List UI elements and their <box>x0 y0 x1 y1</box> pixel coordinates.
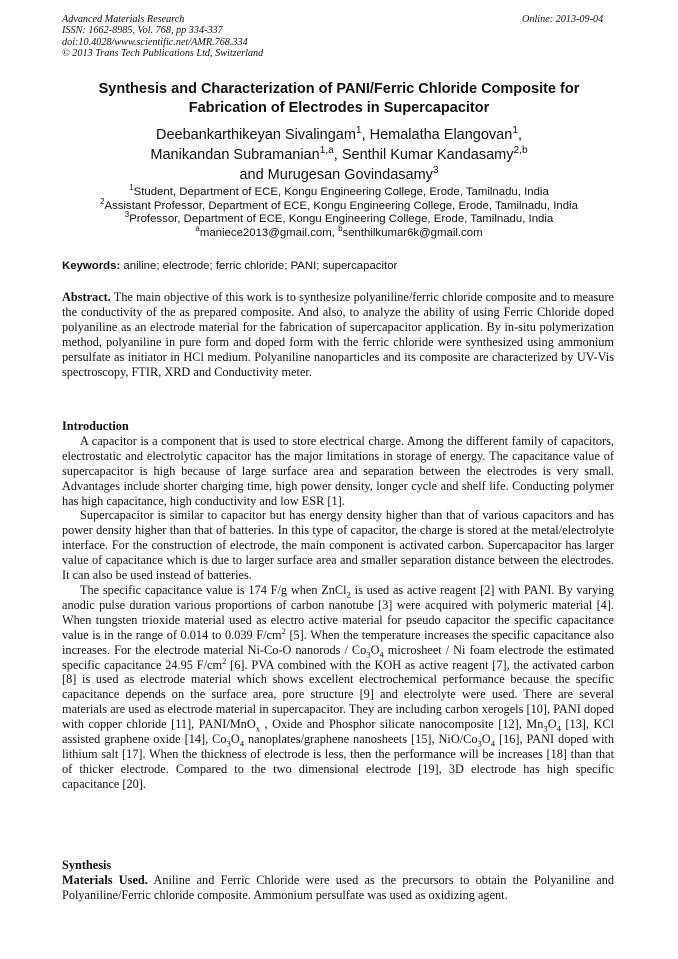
affiliation-1 <box>40 183 638 200</box>
text-run: nanoplates/graphene nanosheets [15], NiO/Co <box>244 732 478 747</box>
author-name: Hemalatha Elangovan <box>369 127 513 143</box>
synthesis-section <box>62 858 614 903</box>
affil-sup: 1 <box>129 183 134 193</box>
affil-sup: 3 <box>124 210 130 220</box>
synthesis-paragraph <box>62 873 614 903</box>
author-sep: , <box>333 147 342 163</box>
author-name: Manikandan Subramanian <box>150 147 320 163</box>
text-run: O <box>547 717 557 732</box>
author-name: Deebankarthikeyan Sivalingam <box>156 127 356 143</box>
intro-paragraph-2: Supercapacitor is similar to capacitor but has energy density higher than that of various capacitors and has power density higher than that of batteries. In this type of capacitor, the charge is stored at the metal/electrolyte interface. For the construction of electrode, the main component is activated carbon. Supercapacitor has larger value of capacitance which is due to larger surface area and smaller separation distance between the electrodes. It can also be used instead of batteries. <box>62 508 614 583</box>
intro-paragraph-3 <box>62 583 614 792</box>
materials-text: Aniline and Ferric Chloride were used as the precursors to obtain the Polyaniline and Polyaniline/Ferric chloride composite. Ammonium persulfate was used as oxidizing agent. <box>62 872 614 902</box>
emails <box>40 223 638 241</box>
author-list <box>40 125 638 185</box>
author-line-3 <box>40 165 638 185</box>
affiliations <box>40 183 638 240</box>
affil-text: Professor, Department of ECE, Kongu Engineering College, Erode, Tamilnadu, India <box>129 213 554 226</box>
materials-label: Materials Used. <box>62 872 148 887</box>
text-run: [5]. When the temperature increases the specific capacitance also increases. For the electrode material Ni-Co-O nanorods / Co <box>62 627 614 657</box>
author-sup: 2,b <box>513 145 528 157</box>
author-name: and Murugesan Govindasamy <box>239 167 433 183</box>
email-sup: b <box>338 223 343 233</box>
subscript: 3 <box>477 738 482 749</box>
text-run: is used as active reagent [2] with PANI. By varying anodic pulse duration various proportions of carbon nanotube [3] were acquired with polymeric material [4]. When tungsten trioxide material used as electro active material for pseudo capacitor the specific capacitance value is in the range of 0.014 to 0.039 F/cm <box>62 582 614 642</box>
affil-text: Assistant Professor, Department of ECE, Kongu Engineering College, Erode, Tamilnadu, India <box>104 199 578 212</box>
superscript: 2 <box>281 625 286 636</box>
author-sep: , <box>361 127 370 143</box>
intro-paragraph-1: A capacitor is a component that is used to store electrical charge. Among the different family of capacitors, electrostatic and electrolytic capacitor has the major limitations in storage of energy. The capacitance value of supercapacitor is high because of large surface area and separation between the electrodes is very small. Advantages include shorter charging time, high power density, longer cycle and shelf life. Conducting polymer has high capacitance, high conductivity and low ESR [1]. <box>62 433 614 508</box>
abstract <box>62 290 614 379</box>
keywords-label: Keywords: <box>62 260 121 272</box>
introduction-heading: Introduction <box>62 419 129 433</box>
journal-name: Advanced Materials Research <box>62 14 185 25</box>
text-run: O <box>481 732 491 747</box>
subscript: 3 <box>226 738 231 749</box>
doi-line: doi:10.4028/www.scientific.net/AMR.768.334 <box>62 36 248 48</box>
abstract-text: The main objective of this work is to synthesize polyaniline/ferric chloride composite and to measure the conductivity of the as prepared composite. And also, to analyze the ability of using Ferric Chloride doped polyaniline as an electrode material for the fabrication of supercapacitor application. By in-situ polymerization method, polyaniline in pure form and doped form with the ferric chloride were synthesized using ammonium persulfate as initiator in HCl medium. Polyaniline nanoparticles and its composite are characterized by UV-Vis spectroscopy, FTIR, XRD and Conductivity meter. <box>62 290 614 379</box>
author-sup: 3 <box>432 165 439 177</box>
author-sep: , <box>517 127 522 143</box>
keywords-text: aniline; electrode; ferric chloride; PANI; supercapacitor <box>120 260 398 272</box>
subscript: 4 <box>239 738 245 749</box>
text-run: microsheet / Ni foam electrode the estimated specific capacitance 24.95 F/cm <box>62 642 614 672</box>
abstract-paragraph <box>62 290 614 379</box>
subscript: 3 <box>543 723 548 734</box>
abstract-label: Abstract. <box>62 290 111 304</box>
author-line-2 <box>40 145 638 165</box>
subscript: x <box>255 723 261 734</box>
email-b: senthilkumar6k@gmail.com <box>342 226 483 239</box>
author-sup: 1 <box>355 125 362 137</box>
author-sup: 1 <box>512 125 518 137</box>
text-run: [6]. PVA combined with the KOH as active reagent [7], the activated carbon [8] is used as electrode material which shows excellent electrochemical performance because the specific capacitance depends on the surface area, pore structure [9] and electrolyte were used. There are several materials are used as electrode material in supercapacitor. They are including carbon xerogels [10], PANI doped with copper chloride [11], PANI/MnO <box>62 657 615 732</box>
issn-line: ISSN: 1662-8985, Vol. 768, pp 334-337 <box>62 25 223 37</box>
text-run: , Oxide and Phosphor silicate nanocomposite [12], Mn <box>260 717 544 732</box>
subscript: 3 <box>366 649 371 660</box>
author-name: Senthil Kumar Kandasamy <box>341 147 514 163</box>
affiliation-2 <box>40 196 638 214</box>
author-sup: 1,a <box>319 145 334 157</box>
title-line-1: Synthesis and Characterization of PANI/Ferric Chloride Composite for <box>98 81 580 97</box>
title-line-2: Fabrication of Electrodes in Supercapacitor <box>188 99 490 116</box>
text-run: O <box>230 732 240 747</box>
text-run: [16], PANI doped with lithium salt [17]. When the thickness of electrode is less, then the performance will be increases [18] than that of thicker electrode. Compared to the two dimensional electrode [19], 3D electrode has high specific capacitance [20]. <box>62 732 614 791</box>
text-run: [13], KCl assisted graphene oxide [14], Co <box>62 717 614 747</box>
subscript: 4 <box>379 649 384 660</box>
email-sup: a <box>195 223 200 233</box>
affil-sup: 2 <box>100 196 105 206</box>
subscript: 2 <box>346 589 351 600</box>
keywords <box>62 259 397 273</box>
affil-text: Student, Department of ECE, Kongu Engineering College, Erode, Tamilnadu, India <box>133 186 549 198</box>
text-run: O <box>370 642 380 657</box>
introduction-section <box>62 419 614 792</box>
subscript: 4 <box>556 723 561 734</box>
text-run: The specific capacitance value is 174 F/g when ZnCl <box>80 582 347 597</box>
online-date: Online: 2013-09-04 <box>522 14 604 25</box>
email-a: maniece2013@gmail.com, <box>199 226 339 239</box>
paper-title <box>40 80 638 117</box>
journal-header <box>62 14 263 60</box>
subscript: 4 <box>490 738 495 749</box>
copyright-line: © 2013 Trans Tech Publications Ltd, Switzerland <box>62 48 264 60</box>
author-line-1 <box>40 125 638 145</box>
synthesis-heading: Synthesis <box>62 858 112 872</box>
superscript: 2 <box>222 655 227 666</box>
